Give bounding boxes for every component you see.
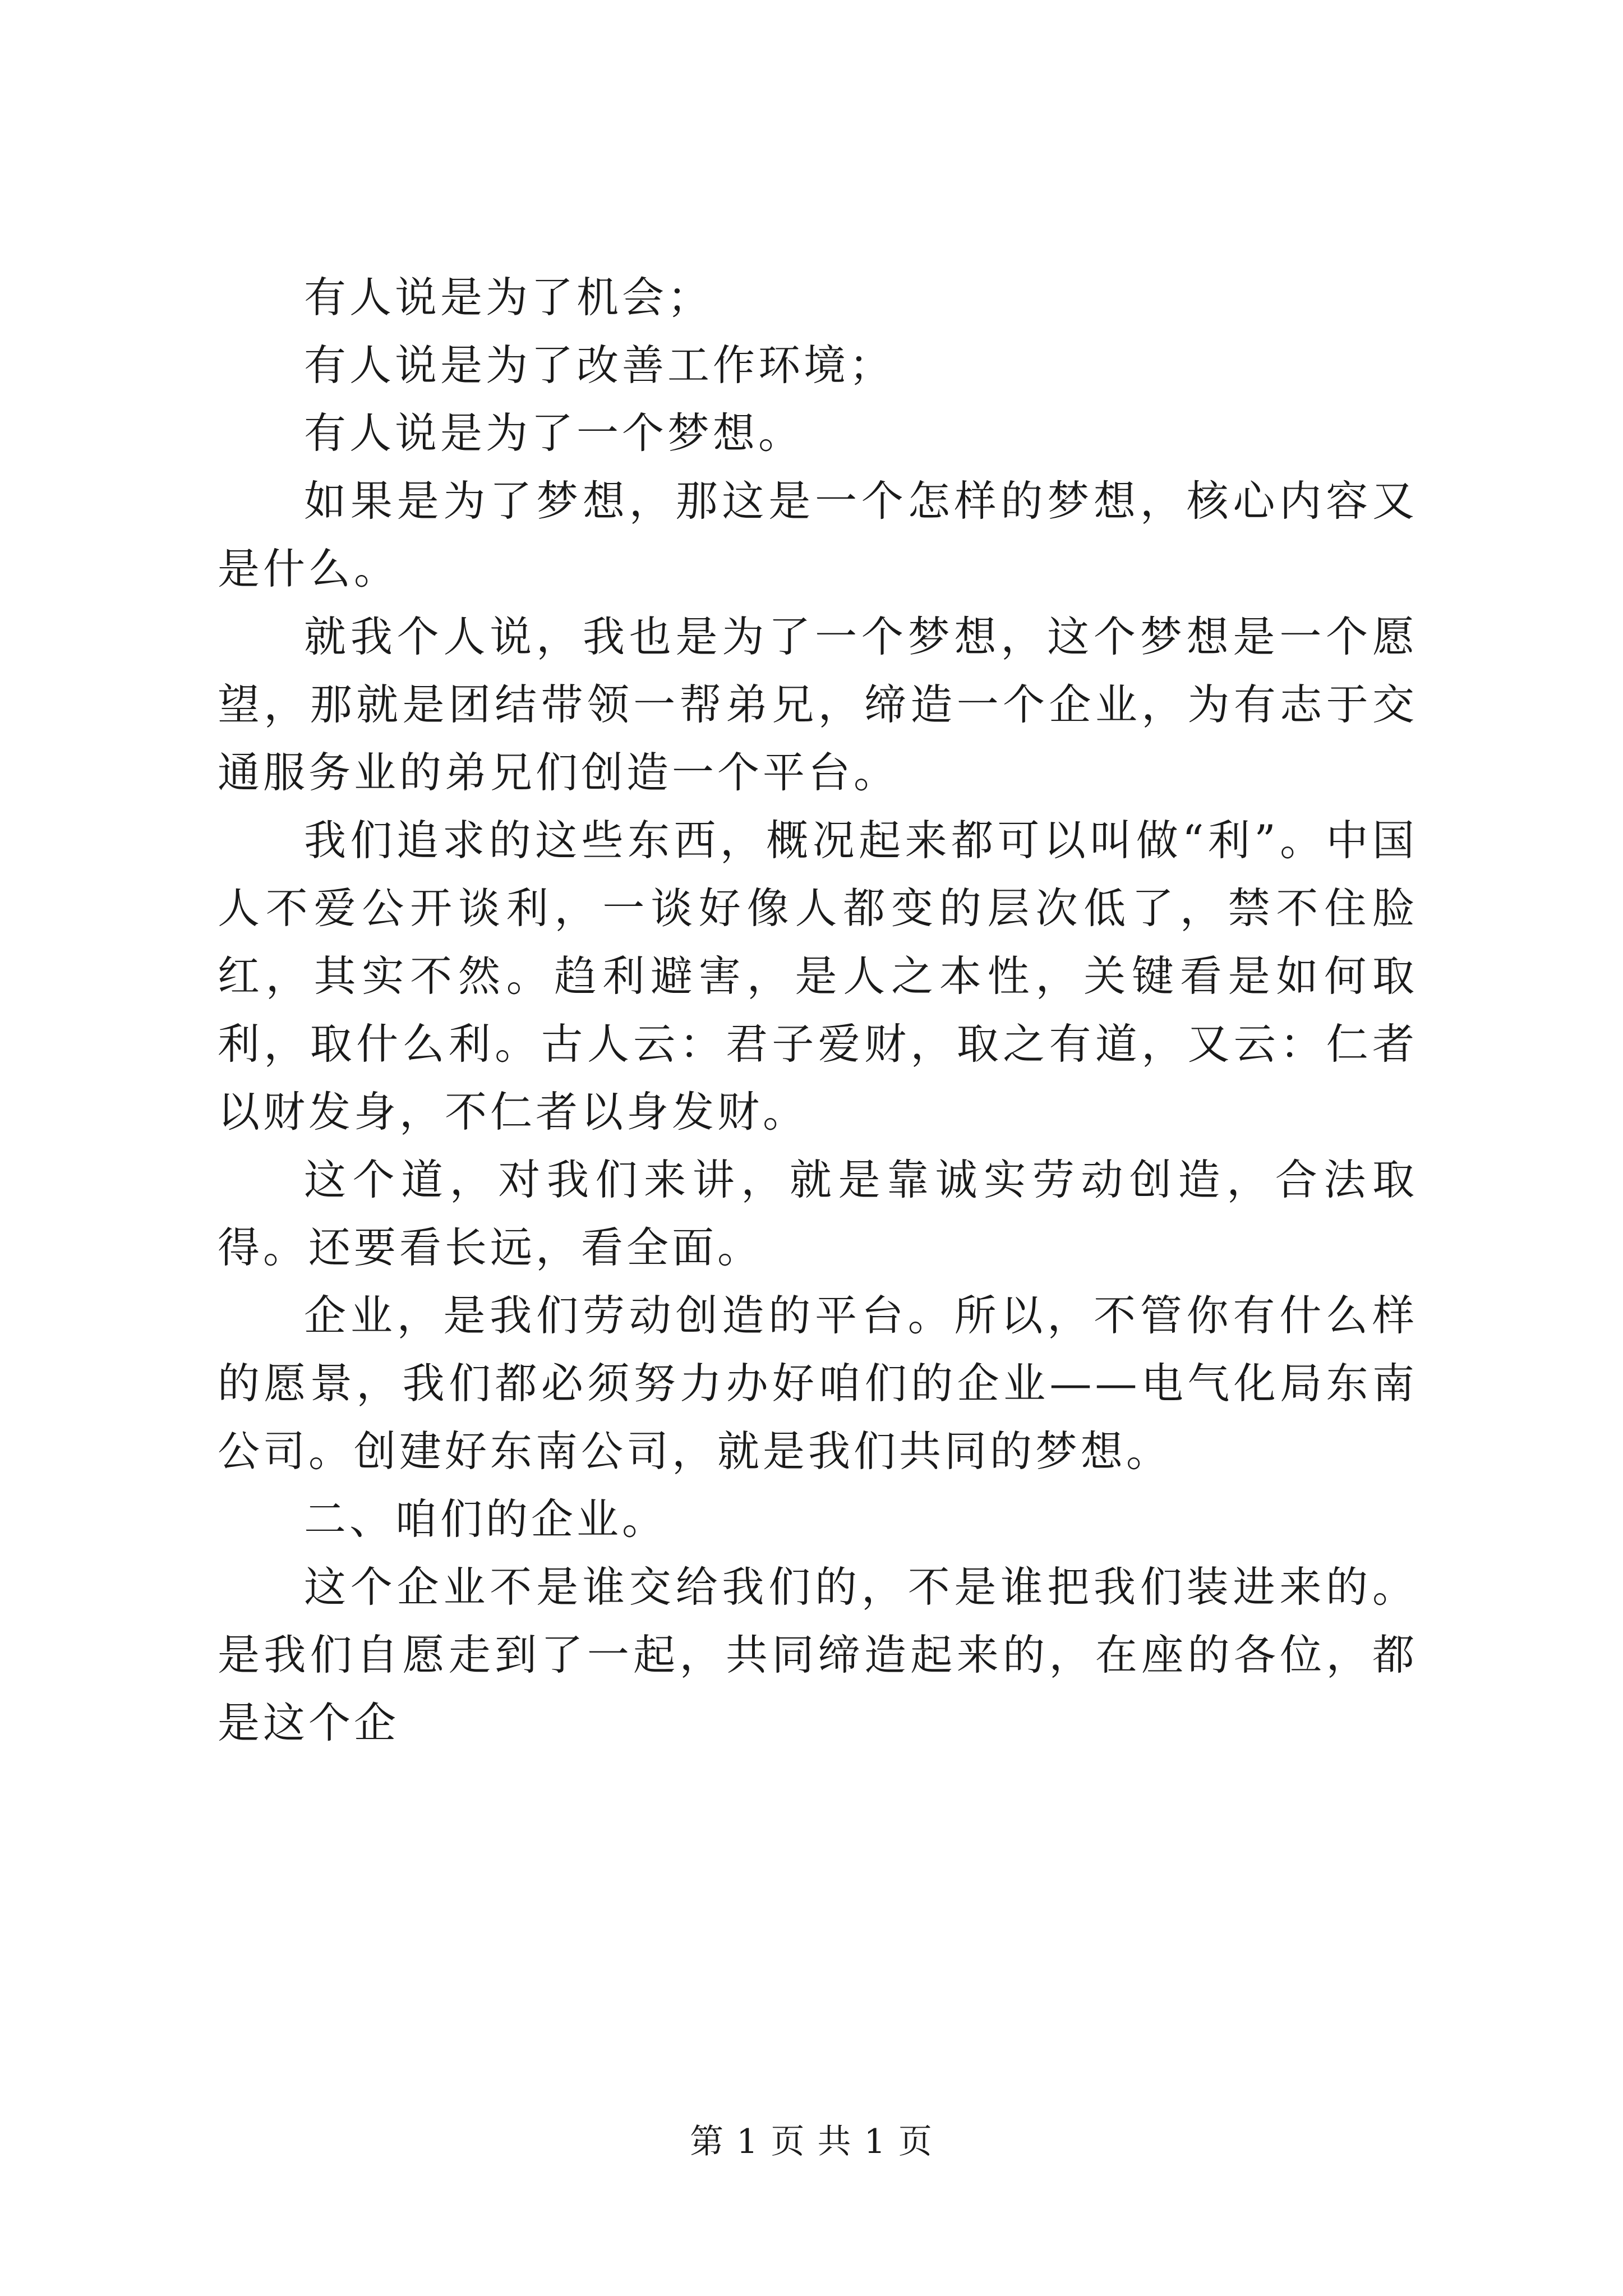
paragraph: 有人说是为了一个梦想。	[304, 408, 804, 458]
document-body	[218, 264, 1418, 1757]
page-footer: 第 1 页 共 1 页	[690, 2122, 933, 2161]
paragraph: 有人说是为了机会；	[304, 273, 713, 322]
paragraph: 这个道，对我们来讲，就是靠诚实劳动创造，合法取得。还要看长远，看全面。	[218, 1155, 1418, 1272]
paragraph: 我们追求的这些东西，概况起来都可以叫做“利”。中国人不爱公开谈利，一谈好像人都变的层次低了，禁不住脸红，其实不然。趋利避害，是人之本性，关键看是如何取利，取什么利。古人云：君子爱财，取之有道，又云：仁者以财发身，不仁者以身发财。	[218, 816, 1418, 1137]
section-heading: 二、咱们的企业。	[304, 1494, 668, 1544]
paragraph: 就我个人说，我也是为了一个梦想，这个梦想是一个愿望，那就是团结带领一帮弟兄，缔造一个企业，为有志于交通服务业的弟兄们创造一个平台。	[218, 612, 1418, 797]
paragraph: 如果是为了梦想，那这是一个怎样的梦想，核心内容又是什么。	[218, 476, 1418, 593]
paragraph: 这个企业不是谁交给我们的，不是谁把我们装进来的。是我们自愿走到了一起，共同缔造起来的，在座的各位，都是这个企	[218, 1562, 1418, 1747]
paragraph: 有人说是为了改善工作环境；	[304, 341, 895, 390]
paragraph: 企业，是我们劳动创造的平台。所以，不管你有什么样的愿景，我们都必须努力办好咱们的企业——电气化局东南公司。创建好东南公司，就是我们共同的梦想。	[218, 1291, 1418, 1476]
